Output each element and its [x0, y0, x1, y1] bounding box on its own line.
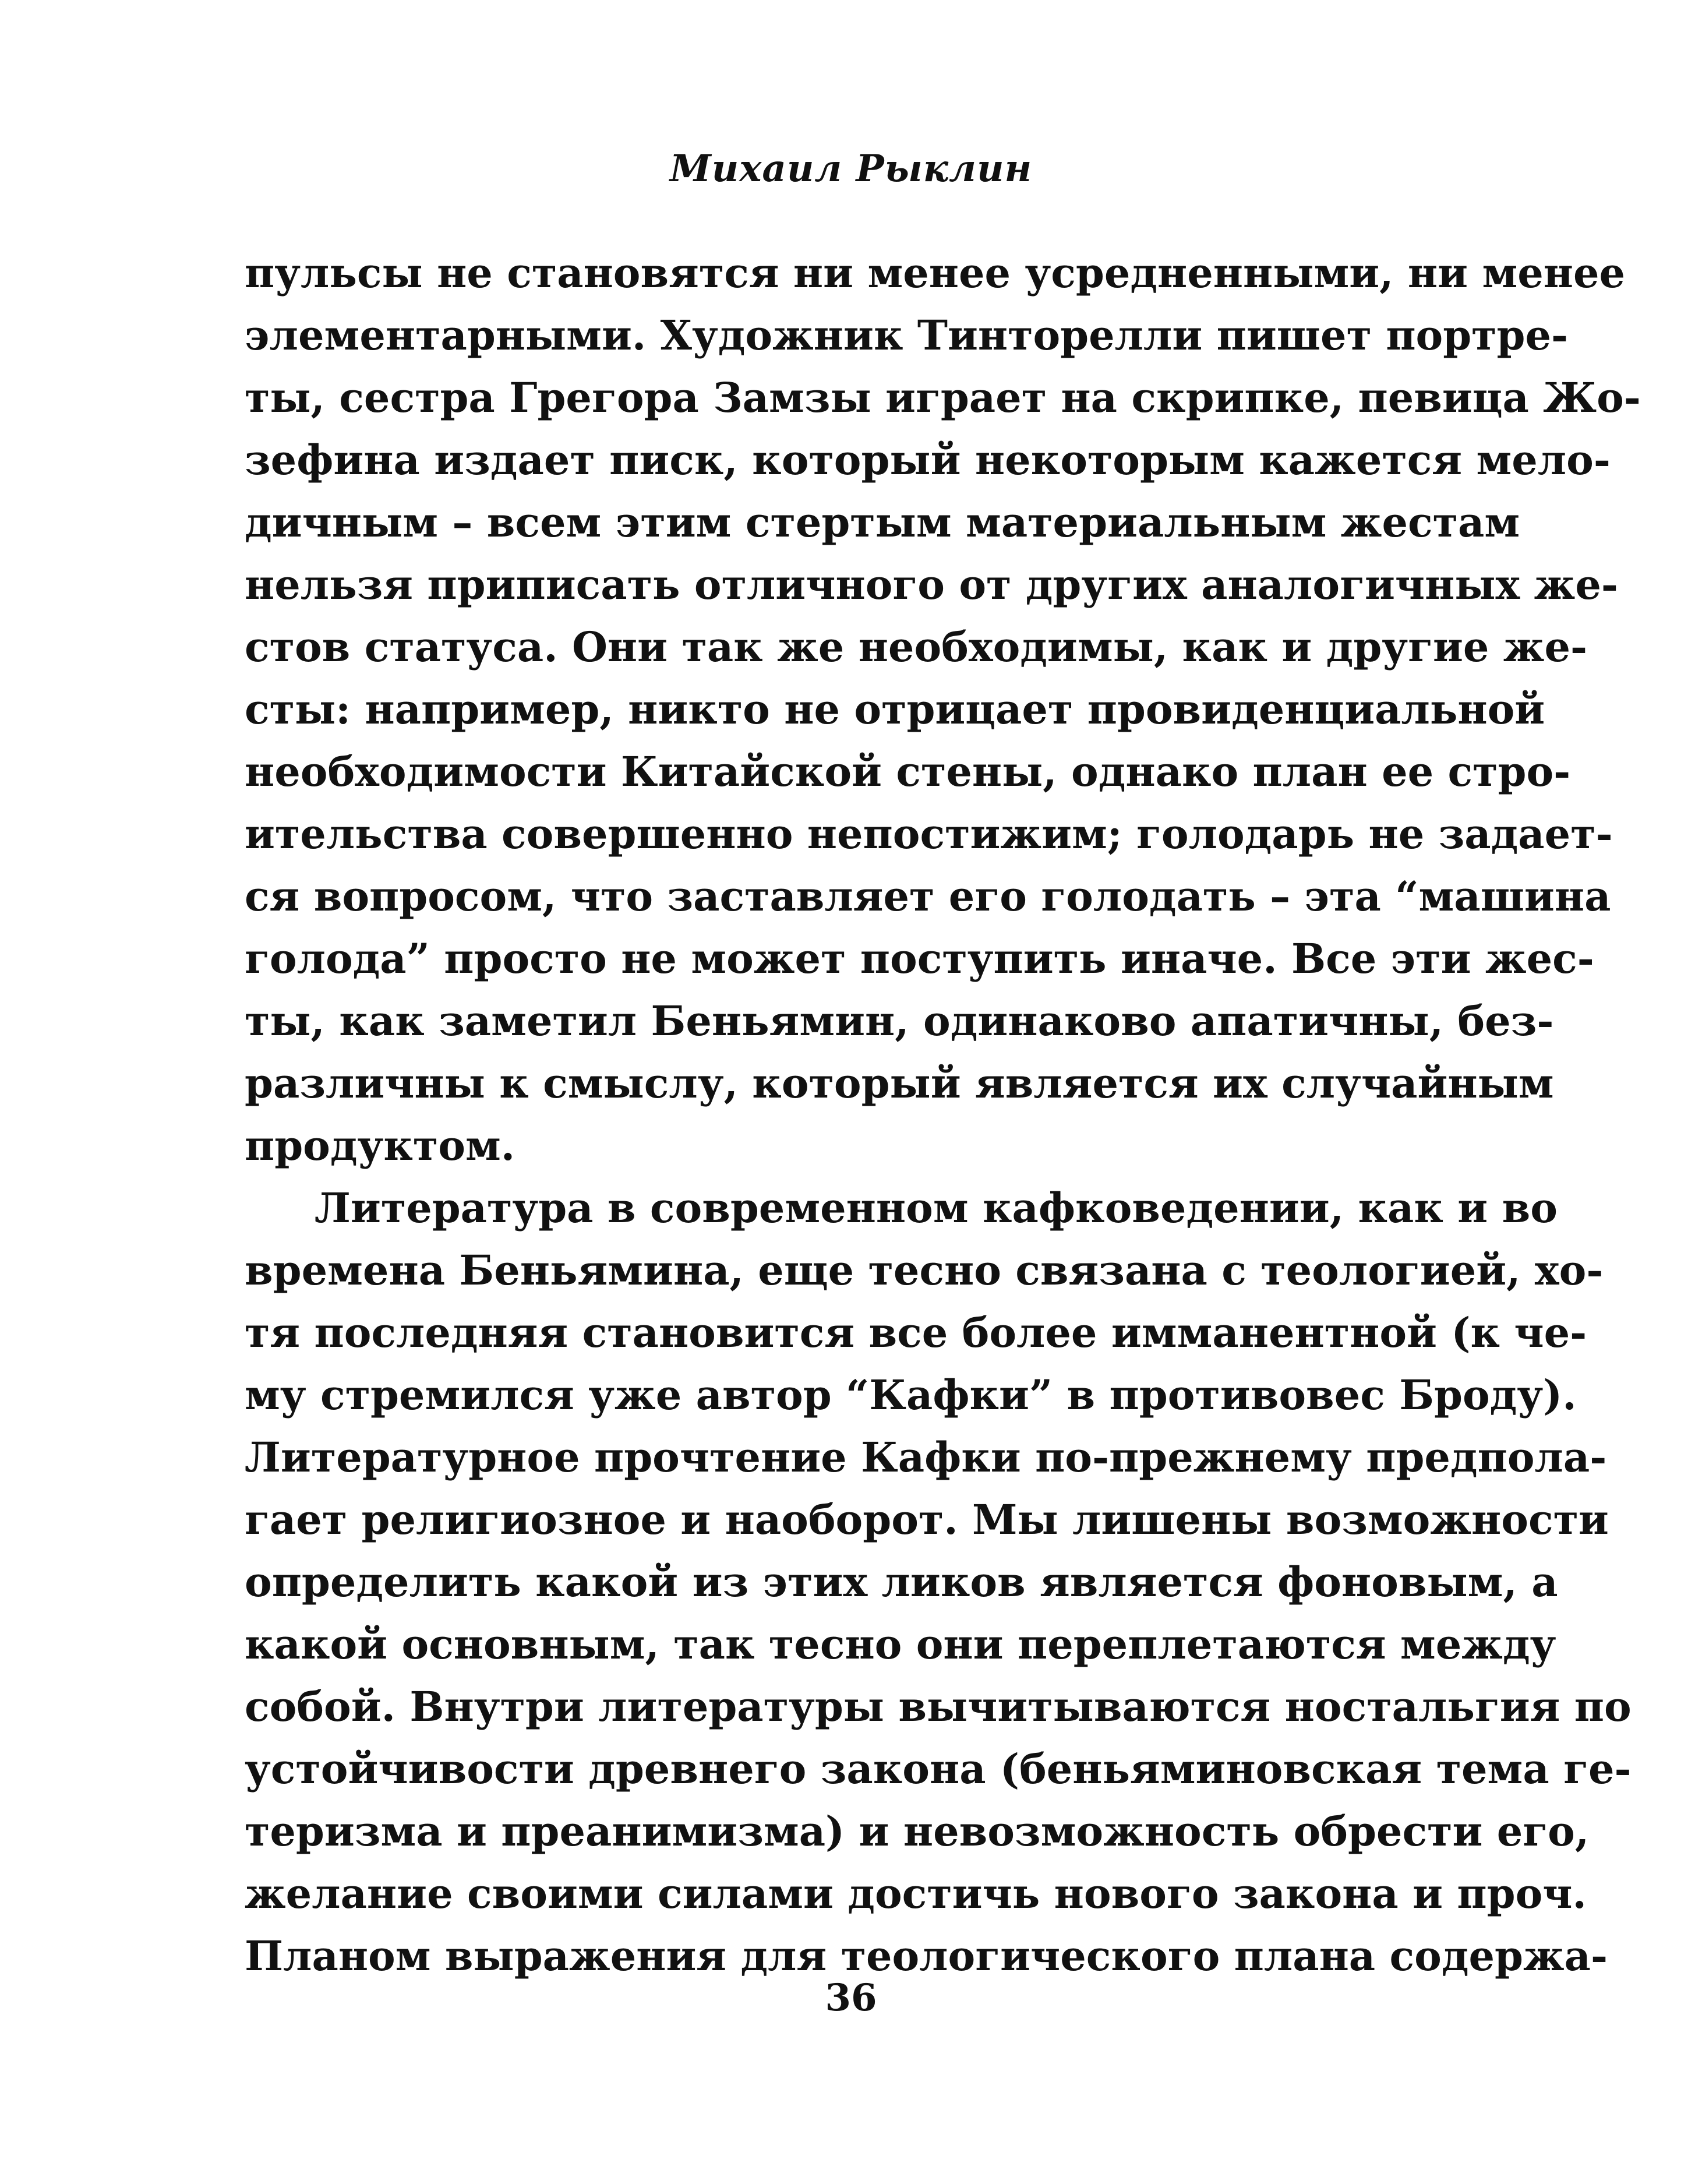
text-line: ся вопросом, что заставляет его голодать – эта “машина	[245, 872, 1611, 920]
text-line: му стремился уже автор “Кафки” в противовес Броду).	[245, 1371, 1577, 1419]
text-line: собой. Внутри литературы вычитываются ностальгия по	[245, 1682, 1632, 1731]
text-line: сты: например, никто не отрицает провиденциальной	[245, 685, 1545, 733]
text-line: теризма и преанимизма) и невозможность обрести его,	[245, 1807, 1590, 1855]
text-line: какой основным, так тесно они переплетаются между	[245, 1620, 1556, 1668]
text-line: времена Беньямина, еще тесно связана с теологией, хо-	[245, 1246, 1604, 1294]
text-line: зефина издает писк, который некоторым кажется мело-	[245, 436, 1611, 484]
text-line: гает религиозное и наоборот. Мы лишены возможности	[245, 1495, 1609, 1544]
text-line: ты, сестра Грегора Замзы играет на скрипке, певица Жо-	[245, 373, 1641, 422]
text-line: ительства совершенно непостижим; голодарь не задает-	[245, 810, 1613, 858]
text-line: ты, как заметил Беньямин, одинаково апатичны, без-	[245, 997, 1554, 1045]
text-line: желание своими силами достичь нового закона и проч.	[245, 1869, 1587, 1918]
text-line: дичным – всем этим стертым материальным жестам	[245, 498, 1520, 546]
running-head-author: Михаил Рыклин	[669, 147, 1033, 190]
text-line: продуктом.	[245, 1121, 515, 1170]
page-number: 36	[825, 1976, 877, 2020]
text-line: необходимости Китайской стены, однако план ее стро-	[245, 747, 1571, 796]
text-line: элементарными. Художник Тинторелли пишет портре-	[245, 311, 1569, 359]
text-line: стов статуса. Они так же необходимы, как и другие же-	[245, 623, 1588, 671]
text-line: определить какой из этих ликов является фоновым, а	[245, 1558, 1558, 1606]
text-line: пульсы не становятся ни менее усредненными, ни менее	[245, 249, 1626, 297]
text-line: нельзя приписать отличного от других аналогичных же-	[245, 560, 1618, 609]
body-text	[245, 242, 1641, 1987]
text-line: различны к смыслу, который является их случайным	[245, 1059, 1554, 1107]
paragraph-2	[245, 1177, 1632, 1987]
text-line: Планом выражения для теологического плана содержа-	[245, 1932, 1608, 1980]
text-line: голода” просто не может поступить иначе. Все эти жес-	[245, 934, 1594, 983]
text-line: Литература в современном кафковедении, как и во	[315, 1184, 1558, 1232]
paragraph-1	[245, 242, 1641, 1177]
text-line: устойчивости древнего закона (беньяминовская тема ге-	[245, 1745, 1632, 1793]
text-line: тя последняя становится все более имманентной (к че-	[245, 1308, 1587, 1357]
text-line: Литературное прочтение Кафки по-прежнему предпола-	[245, 1433, 1607, 1481]
